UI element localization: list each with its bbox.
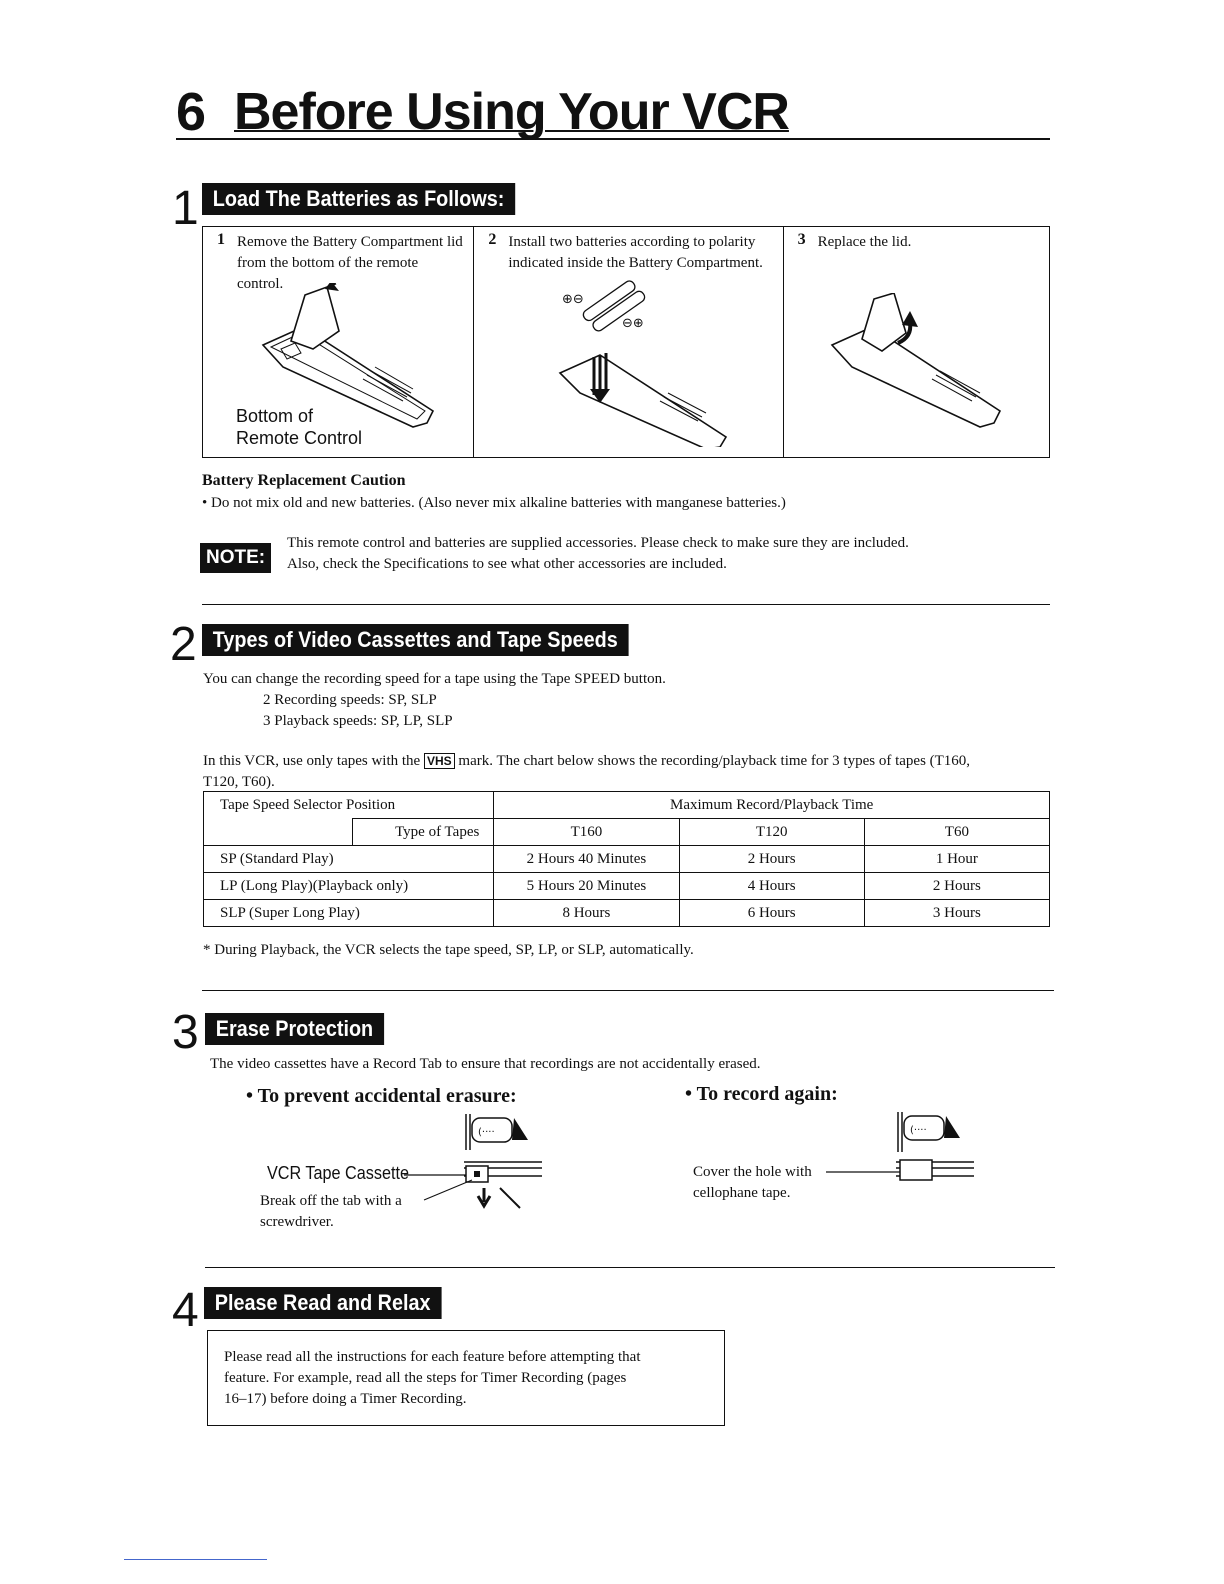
note-line-1: This remote control and batteries are supplied accessories. Please check to make sure they are included. <box>287 535 909 551</box>
step-text: Install two batteries according to polarity indicated inside the Battery Compartment. <box>508 234 763 271</box>
table-cell: 4 Hours <box>679 873 864 900</box>
battery-step-2 <box>474 227 783 457</box>
remote-bottom-label: Bottom of Remote Control <box>236 406 363 448</box>
step-number: 3 <box>797 231 806 248</box>
break-tab-line-2: screwdriver. <box>260 1214 334 1230</box>
read-and-relax-box <box>207 1330 725 1426</box>
section-1-number: 1 <box>172 182 199 235</box>
section-4-heading: Please Read and Relax <box>204 1287 441 1319</box>
table-cell: 2 Hours <box>679 846 864 873</box>
table-header-row <box>204 792 1050 819</box>
relax-line-3: 16–17) before doing a Timer Recording. <box>224 1391 467 1407</box>
battery-step-3 <box>784 227 1049 457</box>
step-number: 2 <box>488 231 497 248</box>
svg-text:(····: (···· <box>478 1127 495 1138</box>
header-cell: Tape Speed Selector Position <box>204 792 494 819</box>
cover-hole-line-2: cellophane tape. <box>693 1185 791 1201</box>
header-cell: Maximum Record/Playback Time <box>494 792 1050 819</box>
page-title <box>176 82 1050 140</box>
caution-text: • Do not mix old and new batteries. (Also never mix alkaline batteries with manganese batteries.) <box>202 495 786 511</box>
svg-text:(····: (···· <box>910 1125 927 1136</box>
playback-footnote: * During Playback, the VCR selects the tape speed, SP, LP, or SLP, automatically. <box>203 942 694 958</box>
divider-3 <box>205 1267 1055 1268</box>
step-number: 1 <box>217 231 225 248</box>
row-label: SP (Standard Play) <box>204 846 494 873</box>
header-cell: T160 <box>494 819 679 846</box>
header-cell: T60 <box>864 819 1049 846</box>
table-cell: 2 Hours 40 Minutes <box>494 846 679 873</box>
section-4-number: 4 <box>172 1284 199 1337</box>
battery-step-1 <box>203 227 474 457</box>
cassette-break-tab-icon <box>404 1110 554 1220</box>
table-cell: 3 Hours <box>864 900 1049 927</box>
svg-text:⊕⊖: ⊕⊖ <box>562 292 585 307</box>
replace-lid-icon <box>828 293 1048 433</box>
header-cell: T120 <box>679 819 864 846</box>
header-cell: Type of Tapes <box>353 819 494 846</box>
row-label: SLP (Super Long Play) <box>204 900 494 927</box>
svg-text:⊖⊕: ⊖⊕ <box>622 316 645 331</box>
install-batteries-icon <box>550 277 780 447</box>
row-label: LP (Long Play)(Playback only) <box>204 873 494 900</box>
tape-speed-intro: You can change the recording speed for a tape using the Tape SPEED button. <box>203 671 666 687</box>
section-1-heading: Load The Batteries as Follows: <box>202 183 515 215</box>
note-line-2: Also, check the Specifications to see what other accessories are included. <box>287 556 727 572</box>
table-cell: 2 Hours <box>864 873 1049 900</box>
caution-title: Battery Replacement Caution <box>202 472 406 489</box>
record-again-heading: • To record again: <box>685 1083 838 1105</box>
table-row <box>204 846 1050 873</box>
recording-speeds: 2 Recording speeds: SP, SLP <box>263 692 437 708</box>
break-tab-line-1: Break off the tab with a <box>260 1193 402 1209</box>
divider-2 <box>202 990 1054 991</box>
table-cell: 8 Hours <box>494 900 679 927</box>
step-text: Remove the Battery Compartment lid from the bottom of the remote control. <box>237 234 463 292</box>
section-2-number: 2 <box>170 618 197 671</box>
table-row <box>204 900 1050 927</box>
table-cell: 1 Hour <box>864 846 1049 873</box>
page-title-text: Before Using Your VCR <box>234 83 789 141</box>
cassette-tape-covered-icon <box>826 1108 986 1188</box>
step-text: Replace the lid. <box>817 234 912 250</box>
relax-line-1: Please read all the instructions for each feature before attempting that <box>224 1349 641 1365</box>
footer-rule <box>124 1559 267 1560</box>
divider-1 <box>202 604 1050 605</box>
table-cell: 5 Hours 20 Minutes <box>494 873 679 900</box>
vhs-logo: VHS <box>424 753 455 769</box>
vhs-sentence-post: mark. The chart below shows the recording/playback time for 3 types of tapes (T160, <box>458 753 971 769</box>
erase-intro: The video cassettes have a Record Tab to ensure that recordings are not accidentally erased. <box>210 1056 761 1072</box>
cover-hole-line-1: Cover the hole with <box>693 1164 812 1180</box>
section-3-number: 3 <box>172 1006 199 1059</box>
page-number: 6 <box>176 82 207 142</box>
vhs-sentence-pre: In this VCR, use only tapes with the <box>203 753 421 769</box>
note-badge: NOTE: <box>200 543 271 573</box>
prevent-erasure-heading: • To prevent accidental erasure: <box>246 1085 517 1107</box>
cassette-label: VCR Tape Cassette <box>267 1163 409 1183</box>
table-cell: 6 Hours <box>679 900 864 927</box>
table-row <box>204 873 1050 900</box>
tape-speed-table <box>203 791 1050 927</box>
section-2-heading: Types of Video Cassettes and Tape Speeds <box>202 624 629 656</box>
table-header-row <box>204 819 1050 846</box>
section-3-heading: Erase Protection <box>205 1013 384 1045</box>
relax-line-2: feature. For example, read all the steps for Timer Recording (pages <box>224 1370 627 1386</box>
playback-speeds: 3 Playback speeds: SP, LP, SLP <box>263 713 453 729</box>
battery-steps-panel <box>202 226 1050 458</box>
vhs-sentence <box>203 751 970 772</box>
vhs-sentence-cont: T120, T60). <box>203 774 275 790</box>
